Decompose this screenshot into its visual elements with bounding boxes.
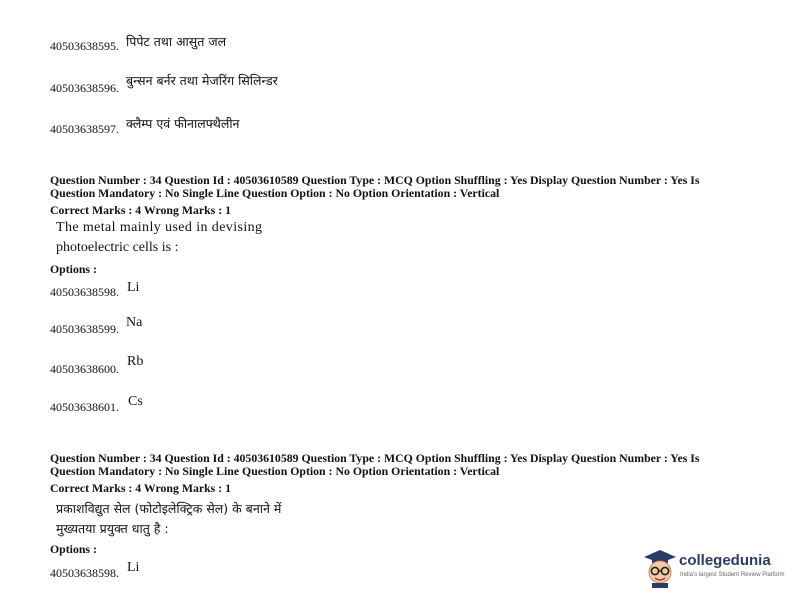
option-id: 40503638600. bbox=[50, 362, 119, 376]
question-text: मुख्यतया प्रयुक्त धातु है : bbox=[56, 521, 169, 536]
option-id: 40503638601. bbox=[50, 400, 119, 414]
option-text: Na bbox=[126, 315, 143, 330]
option-id: 40503638598. bbox=[50, 285, 119, 299]
option-id: 40503638595. bbox=[50, 39, 119, 53]
question-meta: Question Mandatory : No Single Line Question Option : No Option Orientation : Vertical bbox=[50, 464, 500, 478]
question-meta: Question Mandatory : No Single Line Question Option : No Option Orientation : Vertical bbox=[50, 186, 500, 200]
question-marks: Correct Marks : 4 Wrong Marks : 1 bbox=[50, 203, 231, 217]
question-text: photoelectric cells is : bbox=[56, 240, 179, 255]
option-id: 40503638599. bbox=[50, 322, 119, 336]
option-text: Li bbox=[127, 560, 140, 575]
options-label: Options : bbox=[50, 542, 97, 556]
option-text: Cs bbox=[128, 394, 143, 409]
option-id: 40503638598. bbox=[50, 566, 119, 580]
brand-name: collegedunia bbox=[679, 552, 771, 569]
option-text: बुन्सन बर्नर तथा मेजरिंग सिलिन्डर bbox=[126, 73, 278, 88]
question-marks: Correct Marks : 4 Wrong Marks : 1 bbox=[50, 481, 231, 495]
question-text: The metal mainly used in devising bbox=[56, 220, 263, 235]
collegedunia-watermark bbox=[643, 548, 783, 592]
option-id: 40503638597. bbox=[50, 122, 119, 136]
question-text: प्रकाशविद्युत सेल (फोटोइलेक्ट्रिक सेल) के बनाने में bbox=[56, 501, 282, 516]
options-label: Options : bbox=[50, 262, 97, 276]
option-text: क्लैम्प एवं फीनालफ्थैलीन bbox=[126, 116, 240, 131]
graduate-mascot-icon bbox=[643, 548, 677, 588]
option-id: 40503638596. bbox=[50, 81, 119, 95]
brand-tagline: India's largest Student Review Platform bbox=[680, 572, 785, 578]
question-meta: Question Number : 34 Question Id : 40503610589 Question Type : MCQ Option Shuffling : Yes Display Question Number : Yes Is bbox=[50, 451, 700, 465]
option-text: पिपेट तथा आसुत जल bbox=[126, 34, 227, 49]
option-text: Li bbox=[127, 280, 140, 295]
option-text: Rb bbox=[127, 354, 144, 369]
question-meta: Question Number : 34 Question Id : 40503610589 Question Type : MCQ Option Shuffling : Yes Display Question Number : Yes Is bbox=[50, 173, 700, 187]
